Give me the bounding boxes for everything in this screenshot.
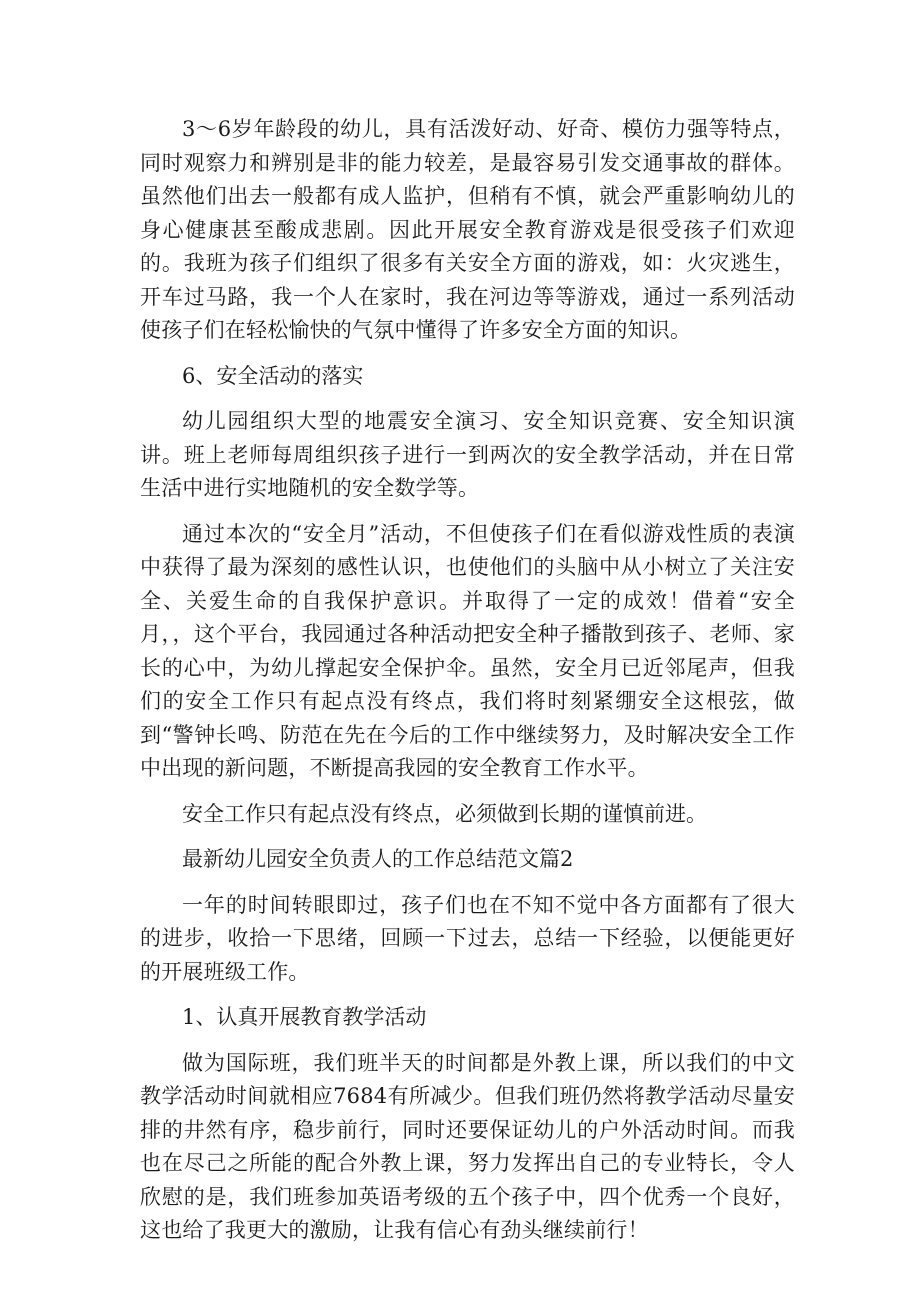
paragraph-international-class: 做为国际班，我们班半天的时间都是外教上课，所以我们的中文教学活动时间就相应7684有所减少。但我们班仍然将教学活动尽量安排的井然有序，稳步前行，同时还要保证幼儿的户外活动时间。而我也在尽己之所能的配合外教上课，努力发挥出自己的专业特长，令人欣慰的是，我们班参加英语考级的五个孩子中，四个优秀一个良好，这也给了我更大的激励，让我有信心有劲头继续前行！ xyxy=(140,1050,795,1242)
document-body xyxy=(140,113,795,1260)
paragraph-traffic-safety: 3～6岁年龄段的幼儿，具有活泼好动、好奇、模仿力强等特点，同时观察力和辨别是非的能力较差，是最容易引发交通事故的群体。虽然他们出去一般都有成人监护，但稍有不慎，就会严重影响幼儿的身心健康甚至酸成悲剧。因此开展安全教育游戏是很受孩子们欢迎的。我班为孩子们组织了很多有关安全方面的游戏，如：火灾逃生，开车过马路，我一个人在家时，我在河边等等游戏，通过一系列活动使孩子们在轻松愉快的气氛中懂得了许多安全方面的知识。 xyxy=(140,117,795,342)
section-heading-safety-activities: 6、安全活动的落实 xyxy=(182,363,364,388)
article-title-part-2: 最新幼儿园安全负责人的工作总结范文篇2 xyxy=(182,847,574,871)
paragraph-year-review: 一年的时间转眼即过，孩子们也在不知不觉中各方面都有了很大的进步，收拾一下思绪，回顾一下过去，总结一下经验，以便能更好的开展班级工作。 xyxy=(140,892,795,984)
paragraph-earthquake-drill: 幼儿园组织大型的地震安全演习、安全知识竞赛、安全知识演讲。班上老师每周组织孩子进行一到两次的安全教学活动，并在日常生活中进行实地随机的安全数学等。 xyxy=(140,409,795,500)
section-heading-teaching-activities: 1、认真开展教育教学活动 xyxy=(182,1005,427,1029)
paragraph-safety-month: 通过本次的“安全月”活动，不但使孩子们在看似游戏性质的表演中获得了最为深刻的感性认识，也使他们的头脑中从小树立了关注安全、关爱生命的自我保护意识。并取得了一定的成效！借着“安全月，，这个平台，我园通过各种活动把安全种子播散到孩子、老师、家长的心中，为幼儿撑起安全保护伞。虽然，安全月已近邻尾声，但我们的安全工作只有起点没有终点，我们将时刻紧绷安全这根弦，做到“警钟长鸣、防范在先在今后的工作中继续努力，及时解决安全工作中出现的新问题，不断提高我园的安全教育工作水平。 xyxy=(140,521,795,780)
paragraph-safety-motto: 安全工作只有起点没有终点，必须做到长期的谨慎前进。 xyxy=(182,801,707,826)
